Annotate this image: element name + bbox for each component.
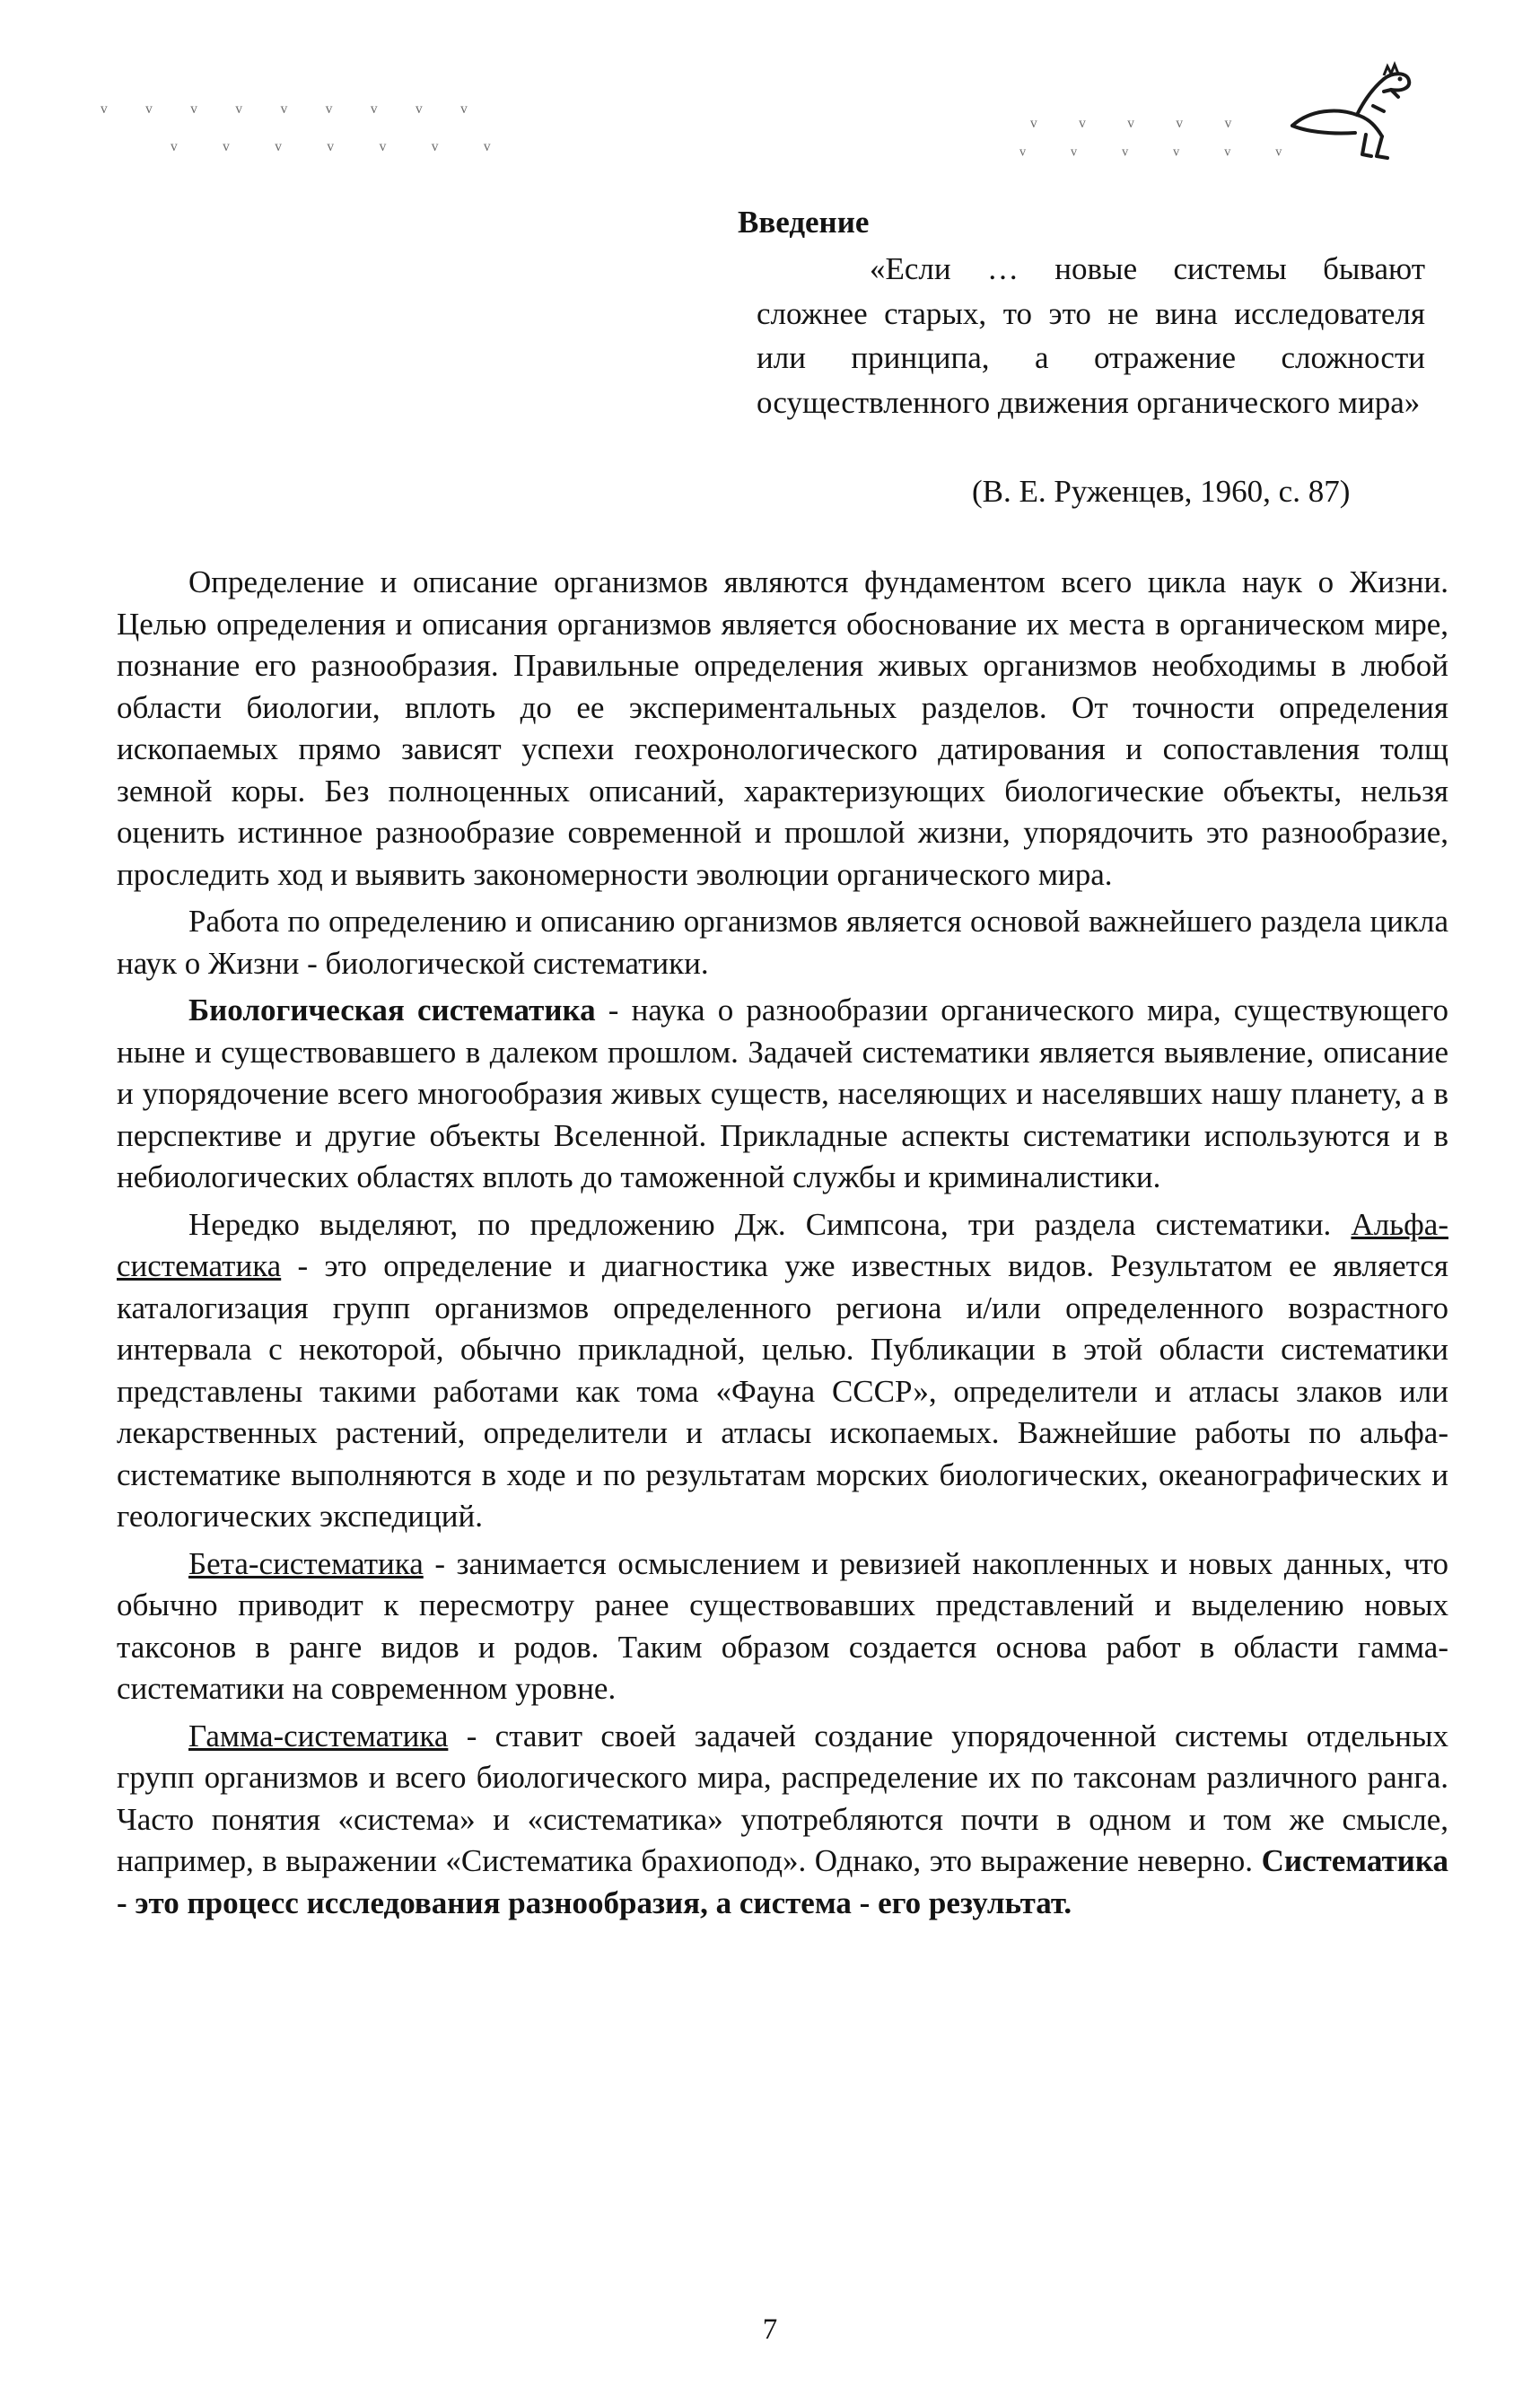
footprints-icon: ᵛ ᵛ ᵛ ᵛ ᵛ ᵛ [1019,144,1302,167]
term-biological-systematics: Биологическая систематика [188,993,596,1027]
paragraph-4-lead: Нередко выделяют, по предложению Дж. Симпсона, три раздела систематики. [188,1206,1352,1242]
paragraph-5-text: - занимается осмыслением и ревизией накопленных и новых данных, что обычно приводит к пересмотру ранее существовавших представлений и выделению новых таксонов в ранге видов и родов. Таким образом создается основа работ в области гамма-систематики на современном уровне. [117,1545,1448,1706]
footprints-icon: ᵛ ᵛ ᵛ ᵛ ᵛ ᵛ ᵛ ᵛ ᵛ [101,99,484,125]
paragraph-4-text: - это определение и диагностика уже известных видов. Результатом ее является каталогизация групп организмов определенного региона и/или определенного возрастного интервала с некоторой, обычно прикладной, целью. Публикации в этой области систематики представлены такими работами как тома «Фауна СССР», определители и атласы злаков или лекарственных растений, определители и атласы ископаемых. Важнейшие работы по альфа-систематике выполняются в ходе и по результатам морских биологических, океанографических и геологических экспедиций. [117,1248,1448,1534]
epigraph-quote: «Если … новые системы бывают сложнее старых, то это не вина исследователя или принципа, а отражение сложности осуществленного движения органического мира» [757,251,1425,420]
page-title: Введение [738,205,870,240]
term-alpha-systematics: Альфа-систематика [117,1206,1448,1283]
footprints-icon: ᵛ ᵛ ᵛ ᵛ ᵛ ᵛ ᵛ [171,136,511,162]
epigraph-source: (В. Е. Руженцев, 1960, с. 87) [972,474,1351,509]
dinosaur-icon [1283,56,1418,172]
paragraph-6 [117,1716,1448,1925]
page-number: 7 [762,2313,778,2346]
paragraph-1: Определение и описание организмов являются фундаментом всего цикла наук о Жизни. Целью определения и описания организмов является обоснование их места в органическом мире, познание его разнообразия. Правильные определения живых организмов необходимы в любой области биологии, вплоть до ее экспериментальных разделов. От точности определения ископаемых прямо зависят успехи геохронологического датирования и сопоставления толщ земной коры. Без полноценных описаний, характеризующих биологические объекты, нельзя оценить истинное разнообразие современной и прошлой жизни, упорядочить это разнообразие, проследить ход и выявить закономерности эволюции органического мира. [117,564,1448,892]
paragraph-3-text: - наука о разнообразии органического мира, существующего ныне и существовавшего в далеком прошлом. Задачей систематики является выявление, описание и упорядочение всего многообразия живых существ, населяющих и населявших нашу планету, а в перспективе и другие объекты Вселенной. Прикладные аспекты систематики используются и в небиологических областях вплоть до таможенной службы и криминалистики. [117,993,1449,1194]
term-gamma-systematics: Гамма-систематика [188,1718,449,1753]
body-text [117,562,1448,1929]
paragraph-6-conclusion: Систематика - это процесс исследования разнообразия, а система - его результат. [117,1843,1448,1920]
term-beta-systematics: Бета-систематика [188,1545,424,1581]
paragraph-6-text: - ставит своей задачей создание упорядоченной системы отдельных групп организмов и всего биологического мира, распределение их по таксонам различного ранга. Часто понятия «система» и «систематика» употребляются почти в одном и том же смысле, например, в выражении «Систематика брахиопод». Однако, это выражение неверно. [117,1718,1448,1878]
paragraph-5 [117,1543,1448,1710]
footprints-icon: ᵛ ᵛ ᵛ ᵛ ᵛ [1030,113,1250,139]
paragraph-4 [117,1204,1448,1538]
paragraph-3 [117,990,1448,1199]
paragraph-2: Работа по определению и описанию организмов является основой важнейшего раздела цикла наук о Жизни - биологической систематики. [117,904,1448,981]
